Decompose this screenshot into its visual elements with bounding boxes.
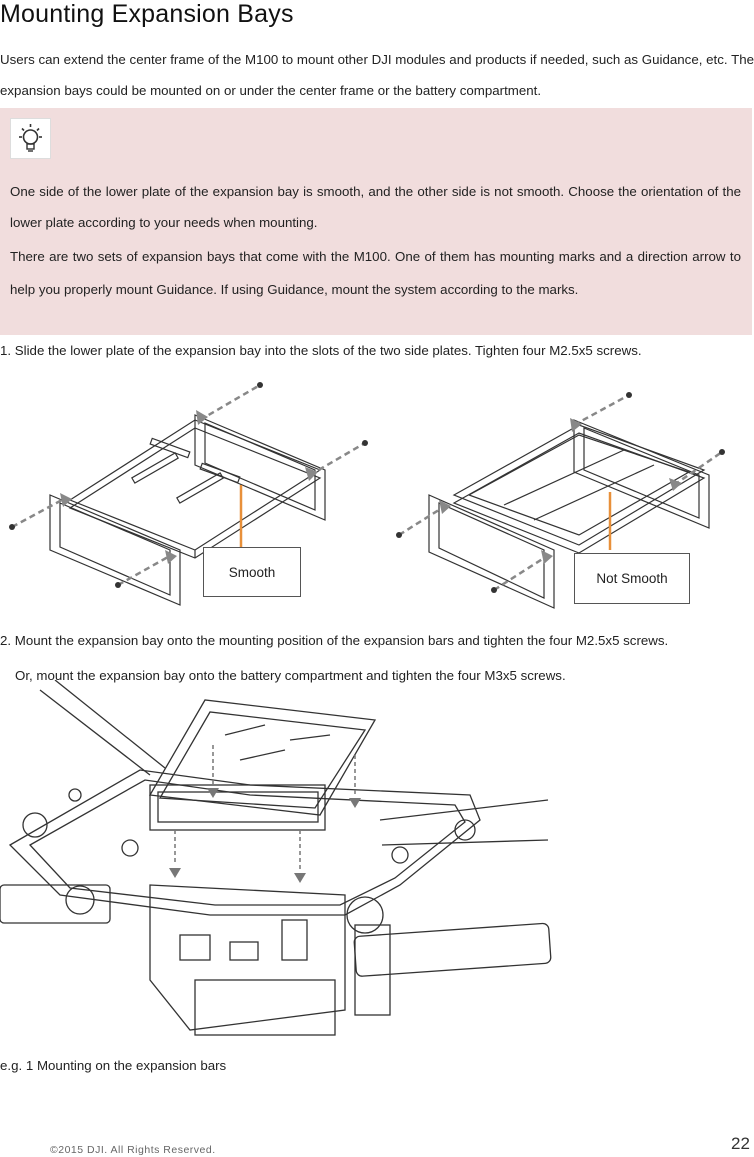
- not-smooth-label: Not Smooth: [574, 553, 690, 604]
- intro-paragraph: Users can extend the center frame of the M100 to mount other DJI modules and products if needed, such as Guidance, etc. The expansion bays could be mounted on or under the center frame or the battery compartment.: [0, 52, 754, 98]
- page-title: Mounting Expansion Bays: [0, 0, 294, 28]
- tip-paragraph-2: There are two sets of expansion bays that come with the M100. One of them has mounting marks and a direction arrow to help you properly mount Guidance. If using Guidance, mount the system according to the marks.: [10, 249, 741, 297]
- lightbulb-icon: [10, 118, 51, 159]
- step-2-text: 2. Mount the expansion bay onto the mounting position of the expansion bars and tighten the four M2.5x5 screws.: [0, 633, 669, 648]
- tip-paragraph-1: One side of the lower plate of the expansion bay is smooth, and the other side is not smooth. Choose the orientation of the lower plate according to your needs when mounting.: [10, 184, 741, 230]
- expansion-bay-smooth-illustration: [0, 375, 380, 615]
- expansion-bay-not-smooth-illustration: [384, 380, 754, 625]
- page-number: 22: [731, 1134, 750, 1153]
- figure-caption: e.g. 1 Mounting on the expansion bars: [0, 1058, 227, 1073]
- step-2-alternative-text: Or, mount the expansion bay onto the battery compartment and tighten the four M3x5 screws.: [15, 668, 566, 683]
- drone-frame-mounting-illustration: [0, 680, 560, 1045]
- step-1-text: 1. Slide the lower plate of the expansion bay into the slots of the two side plates. Tighten four M2.5x5 screws.: [0, 343, 642, 358]
- copyright-footer: ©2015 DJI. All Rights Reserved.: [50, 1144, 216, 1156]
- smooth-label: Smooth: [203, 547, 301, 597]
